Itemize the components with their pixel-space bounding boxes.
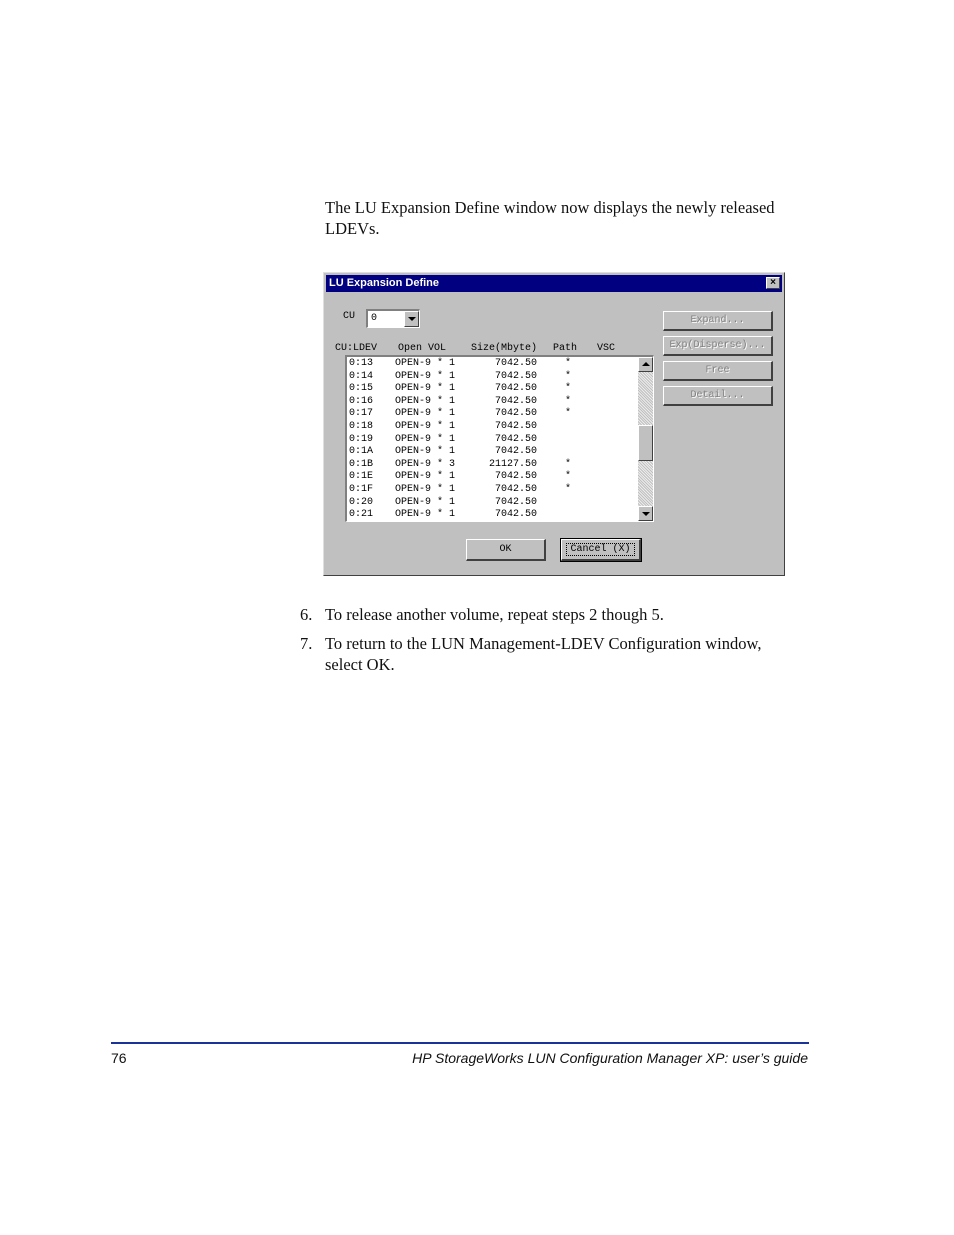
detail-button[interactable]: Detail...: [663, 386, 773, 406]
ldev-cell: 0:1F: [349, 483, 374, 495]
scroll-down-button[interactable]: [638, 506, 653, 521]
scrollbar-thumb[interactable]: [638, 425, 653, 461]
open-vol-cell: OPEN-9 * 1: [395, 395, 456, 407]
path-cell: *: [565, 458, 572, 470]
step-number: 6.: [300, 605, 313, 624]
open-vol-cell: OPEN-9 * 1: [395, 433, 456, 445]
path-cell: *: [565, 483, 572, 495]
open-vol-cell: OPEN-9 * 1: [395, 496, 456, 508]
close-icon[interactable]: ×: [766, 277, 780, 289]
size-cell: 7042.50: [494, 383, 537, 395]
size-cell: 7042.50: [494, 496, 537, 508]
open-vol-cell: OPEN-9 * 1: [395, 483, 456, 495]
ldev-cell: 0:19: [349, 433, 374, 445]
open-vol-cell: OPEN-9 * 3: [395, 458, 456, 470]
cu-dropdown-value: 0: [371, 313, 378, 324]
ldev-row[interactable]: [347, 509, 639, 522]
ldev-cell: 0:14: [349, 370, 374, 382]
path-cell: *: [565, 370, 572, 382]
arrow-up-icon: [642, 362, 650, 366]
ldev-listbox[interactable]: [345, 355, 654, 522]
ldev-row[interactable]: [347, 471, 639, 484]
path-cell: *: [565, 395, 572, 407]
path-cell: *: [565, 471, 572, 483]
step-text: To release another volume, repeat steps 2 though 5.: [325, 605, 664, 624]
arrow-down-icon: [642, 512, 650, 516]
step-number: 7.: [300, 634, 313, 653]
size-cell: 7042.50: [494, 358, 537, 369]
size-cell: 7042.50: [494, 408, 537, 420]
ldev-row[interactable]: [347, 484, 639, 497]
size-cell: 7042.50: [494, 420, 537, 432]
ldev-row[interactable]: [347, 497, 639, 510]
step-text: To return to the LUN Management-LDEV Configuration window, select OK.: [325, 634, 762, 674]
chevron-down-icon: [408, 317, 416, 321]
size-cell: 7042.50: [494, 471, 537, 483]
open-vol-cell: OPEN-9 * 1: [395, 408, 456, 420]
ldev-row[interactable]: [347, 446, 639, 459]
vertical-scrollbar[interactable]: [638, 357, 653, 521]
ldev-cell: 0:15: [349, 383, 374, 395]
path-cell: *: [565, 408, 572, 420]
dialog-titlebar[interactable]: [326, 275, 782, 292]
size-cell: 7042.50: [494, 395, 537, 407]
cancel-button[interactable]: [561, 539, 641, 561]
exp-disperse-button[interactable]: Exp(Disperse)...: [663, 336, 773, 356]
ldev-list: [347, 358, 639, 522]
path-cell: *: [565, 358, 572, 369]
expand-button[interactable]: Expand...: [663, 311, 773, 331]
path-cell: *: [565, 383, 572, 395]
column-header-size: Size(Mbyte): [471, 343, 538, 354]
ldev-row[interactable]: [347, 383, 639, 396]
ldev-cell: 0:1B: [349, 458, 374, 470]
ldev-cell: 0:18: [349, 420, 374, 432]
ldev-row[interactable]: [347, 371, 639, 384]
ldev-cell: 0:13: [349, 358, 374, 369]
open-vol-cell: OPEN-9 * 1: [395, 509, 456, 521]
lu-expansion-define-dialog: [323, 272, 785, 576]
size-cell: 7042.50: [494, 433, 537, 445]
open-vol-cell: OPEN-9 * 1: [395, 370, 456, 382]
open-vol-cell: OPEN-9 * 1: [395, 383, 456, 395]
open-vol-cell: OPEN-9 * 1: [395, 471, 456, 483]
ldev-row[interactable]: [347, 358, 639, 371]
column-header-open-vol: Open VOL: [398, 343, 447, 354]
dialog-title: LU Expansion Define: [329, 277, 440, 289]
ok-button[interactable]: OK: [466, 539, 546, 561]
ldev-row[interactable]: [347, 421, 639, 434]
footer-rule: [111, 1042, 809, 1044]
column-header-cu-ldev: CU:LDEV: [335, 343, 378, 354]
size-cell: 21127.50: [488, 458, 537, 470]
ldev-cell: 0:1A: [349, 446, 374, 458]
size-cell: 7042.50: [494, 483, 537, 495]
ldev-cell: 0:1E: [349, 471, 374, 483]
intro-paragraph: The LU Expansion Define window now displays the newly released LDEVs.: [325, 198, 775, 238]
ldev-cell: 0:17: [349, 408, 374, 420]
ldev-cell: 0:21: [349, 509, 374, 521]
column-header-path: Path: [553, 343, 578, 354]
open-vol-cell: OPEN-9 * 1: [395, 420, 456, 432]
column-header-vsc: VSC: [597, 343, 616, 354]
size-cell: 7042.50: [494, 509, 537, 521]
ldev-cell: 0:20: [349, 496, 374, 508]
size-cell: 7042.50: [494, 446, 537, 458]
open-vol-cell: OPEN-9 * 1: [395, 446, 456, 458]
ldev-row[interactable]: [347, 396, 639, 409]
size-cell: 7042.50: [494, 370, 537, 382]
free-button[interactable]: Free: [663, 361, 773, 381]
cu-label: CU: [343, 311, 356, 322]
ldev-row[interactable]: [347, 434, 639, 447]
open-vol-cell: OPEN-9 * 1: [395, 358, 456, 369]
dropdown-arrow-button[interactable]: [404, 311, 419, 327]
page-number: 76: [111, 1050, 127, 1066]
ldev-row[interactable]: [347, 408, 639, 421]
ldev-row[interactable]: [347, 459, 639, 472]
scroll-up-button[interactable]: [638, 357, 653, 372]
ldev-cell: 0:16: [349, 395, 374, 407]
cancel-button-label: Cancel (X): [566, 543, 634, 556]
footer-title: HP StorageWorks LUN Configuration Manager XP: user’s guide: [412, 1050, 808, 1066]
cu-dropdown[interactable]: [366, 309, 420, 328]
